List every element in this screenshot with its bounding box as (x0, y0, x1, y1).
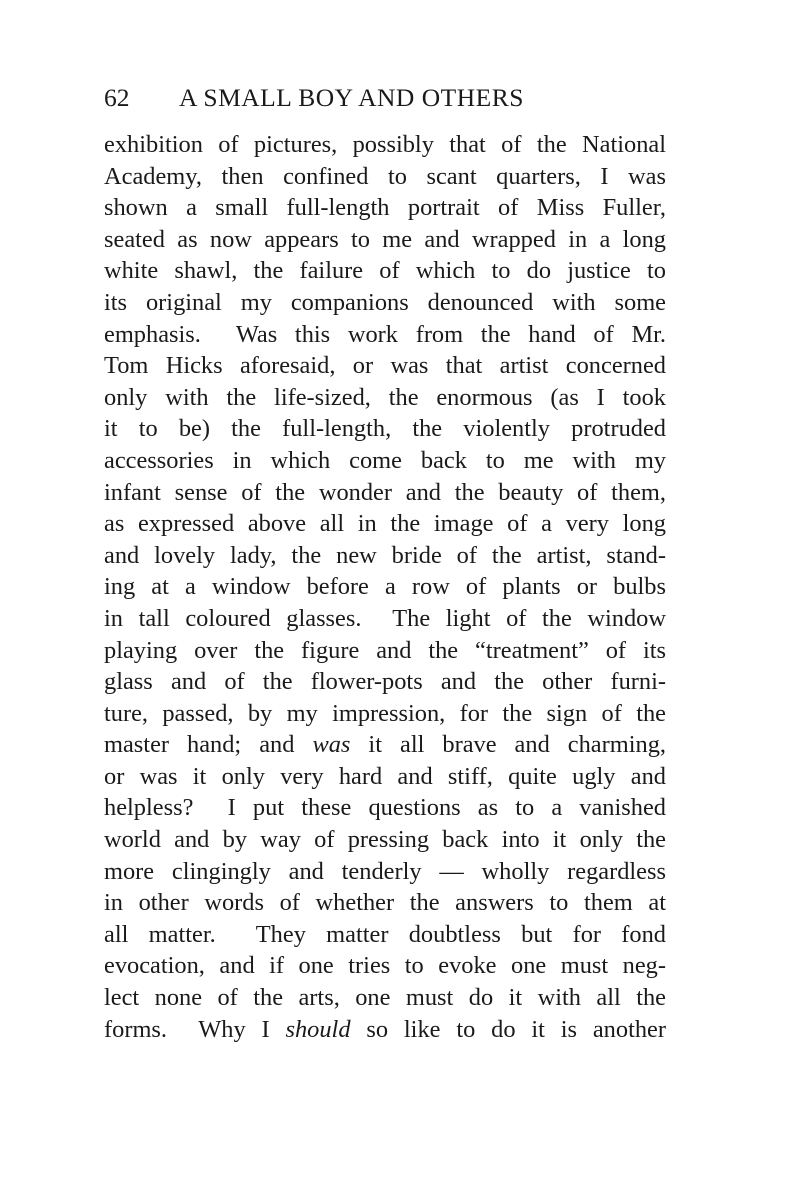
text-line: exhibition of pictures, possibly that of the National (104, 131, 666, 158)
text-line: more clingingly and tenderly — wholly regardless (104, 857, 666, 885)
text-line: emphasis. Was this work from the hand of Mr. (104, 320, 666, 348)
text-line: it to be) the full-length, the violently protruded (104, 415, 666, 443)
text-line: Tom Hicks aforesaid, or was that artist concerned (104, 352, 666, 380)
text-line: playing over the figure and the “treatment” of its (104, 636, 666, 664)
text-segment: so like to do it is another (350, 1015, 666, 1043)
book-title: A SMALL BOY AND OTHERS (179, 83, 524, 112)
text-line: its original my companions denounced with some (104, 288, 666, 316)
text-line: infant sense of the wonder and the beauty of them, (104, 478, 666, 506)
text-line: helpless? I put these questions as to a vanished (104, 794, 666, 822)
text-line: or was it only very hard and stiff, quite ugly and (104, 762, 666, 790)
text-line: seated as now appears to me and wrapped in a long (104, 225, 666, 253)
text-line: evocation, and if one tries to evoke one must neg- (104, 952, 666, 980)
text-line: only with the life-sized, the enormous (as I took (104, 383, 666, 411)
text-line: all matter. They matter doubtless but for fond (104, 920, 666, 948)
text-line: shown a small full-length portrait of Miss Fuller, (104, 194, 666, 222)
text-line: and lovely lady, the new bride of the artist, stand- (104, 541, 666, 569)
text-segment: master hand; and (104, 731, 313, 759)
text-line: lect none of the arts, one must do it with all the (104, 984, 666, 1012)
text-line: world and by way of pressing back into it only the (104, 826, 666, 854)
italic-emphasis: was (312, 731, 351, 759)
body-text (104, 129, 666, 1045)
text-line: accessories in which come back to me with my (104, 446, 666, 474)
text-line: glass and of the flower-pots and the other furni- (104, 668, 666, 696)
text-line: in tall coloured glasses. The light of the window (104, 604, 666, 632)
text-line (104, 729, 666, 761)
text-line: ing at a window before a row of plants or bulbs (104, 573, 666, 601)
text-line: ture, passed, by my impression, for the sign of the (104, 699, 666, 727)
italic-emphasis: should (285, 1015, 351, 1043)
text-segment: it all brave and charming, (350, 731, 666, 759)
text-segment: forms. Why I (104, 1015, 286, 1043)
text-line: Academy, then confined to scant quarters, I was (104, 162, 666, 190)
text-line (104, 1014, 666, 1046)
text-line: white shawl, the failure of which to do justice to (104, 257, 666, 285)
text-line: in other words of whether the answers to them at (104, 889, 666, 917)
page-number: 62 (104, 83, 130, 112)
running-head (104, 80, 670, 116)
text-line: as expressed above all in the image of a very long (104, 510, 666, 538)
